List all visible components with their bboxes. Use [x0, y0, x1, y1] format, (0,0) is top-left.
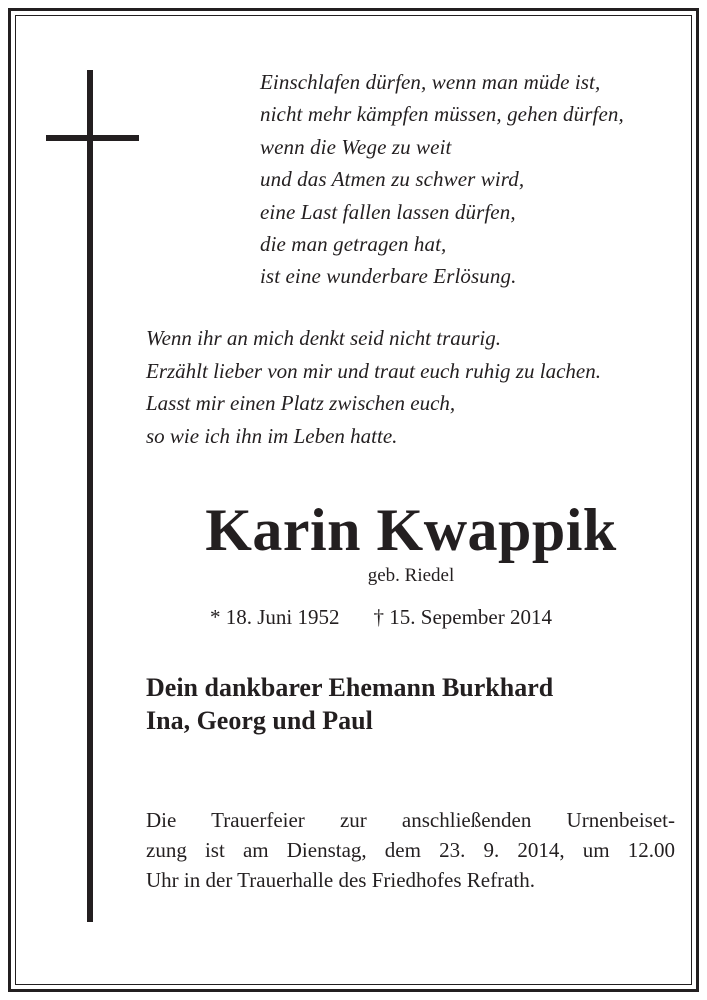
verse-line: Wenn ihr an mich denkt seid nicht traurig.	[146, 326, 502, 350]
poem	[260, 66, 624, 293]
poem-line: ist eine wunderbare Erlösung.	[260, 264, 517, 289]
birth-date: * 18. Juni 1952	[210, 605, 340, 629]
verse-line: Erzählt lieber von mir und traut euch ruhig zu lachen.	[146, 358, 601, 383]
maiden-name: geb. Riedel	[367, 565, 455, 586]
notice-line: Uhr in der Trauerhalle des Friedhofes Refrath.	[146, 868, 535, 892]
funeral-notice	[146, 805, 675, 895]
life-dates	[210, 602, 552, 632]
notice-line: zung ist am Dienstag, dem 23. 9. 2014, um 12.00	[146, 838, 675, 862]
poem-line: Einschlafen dürfen, wenn man müde ist,	[260, 70, 601, 94]
mourner-line: Ina, Georg und Paul	[146, 706, 373, 735]
verse-line: so wie ich ihn im Leben hatte.	[146, 423, 398, 448]
mourner-line: Dein dankbarer Ehemann Burkhard	[146, 673, 554, 702]
poem-line: und das Atmen zu schwer wird,	[260, 167, 525, 192]
notice-line: Die Trauerfeier zur anschließenden Urnenbeiset-	[146, 808, 675, 832]
poem-line: wenn die Wege zu weit	[260, 134, 452, 159]
poem-line: die man getragen hat,	[260, 232, 447, 257]
mourners	[146, 671, 553, 737]
verse-line: Lasst mir einen Platz zwischen euch,	[146, 391, 456, 416]
farewell-verse	[146, 322, 601, 452]
poem-line: nicht mehr kämpfen müssen, gehen dürfen,	[260, 102, 624, 127]
cross-icon-crossbar	[46, 135, 139, 141]
poem-line: eine Last fallen lassen dürfen,	[260, 199, 516, 224]
deceased-name: Karin Kwappik	[205, 497, 617, 563]
death-date: † 15. Sepember 2014	[373, 605, 552, 629]
